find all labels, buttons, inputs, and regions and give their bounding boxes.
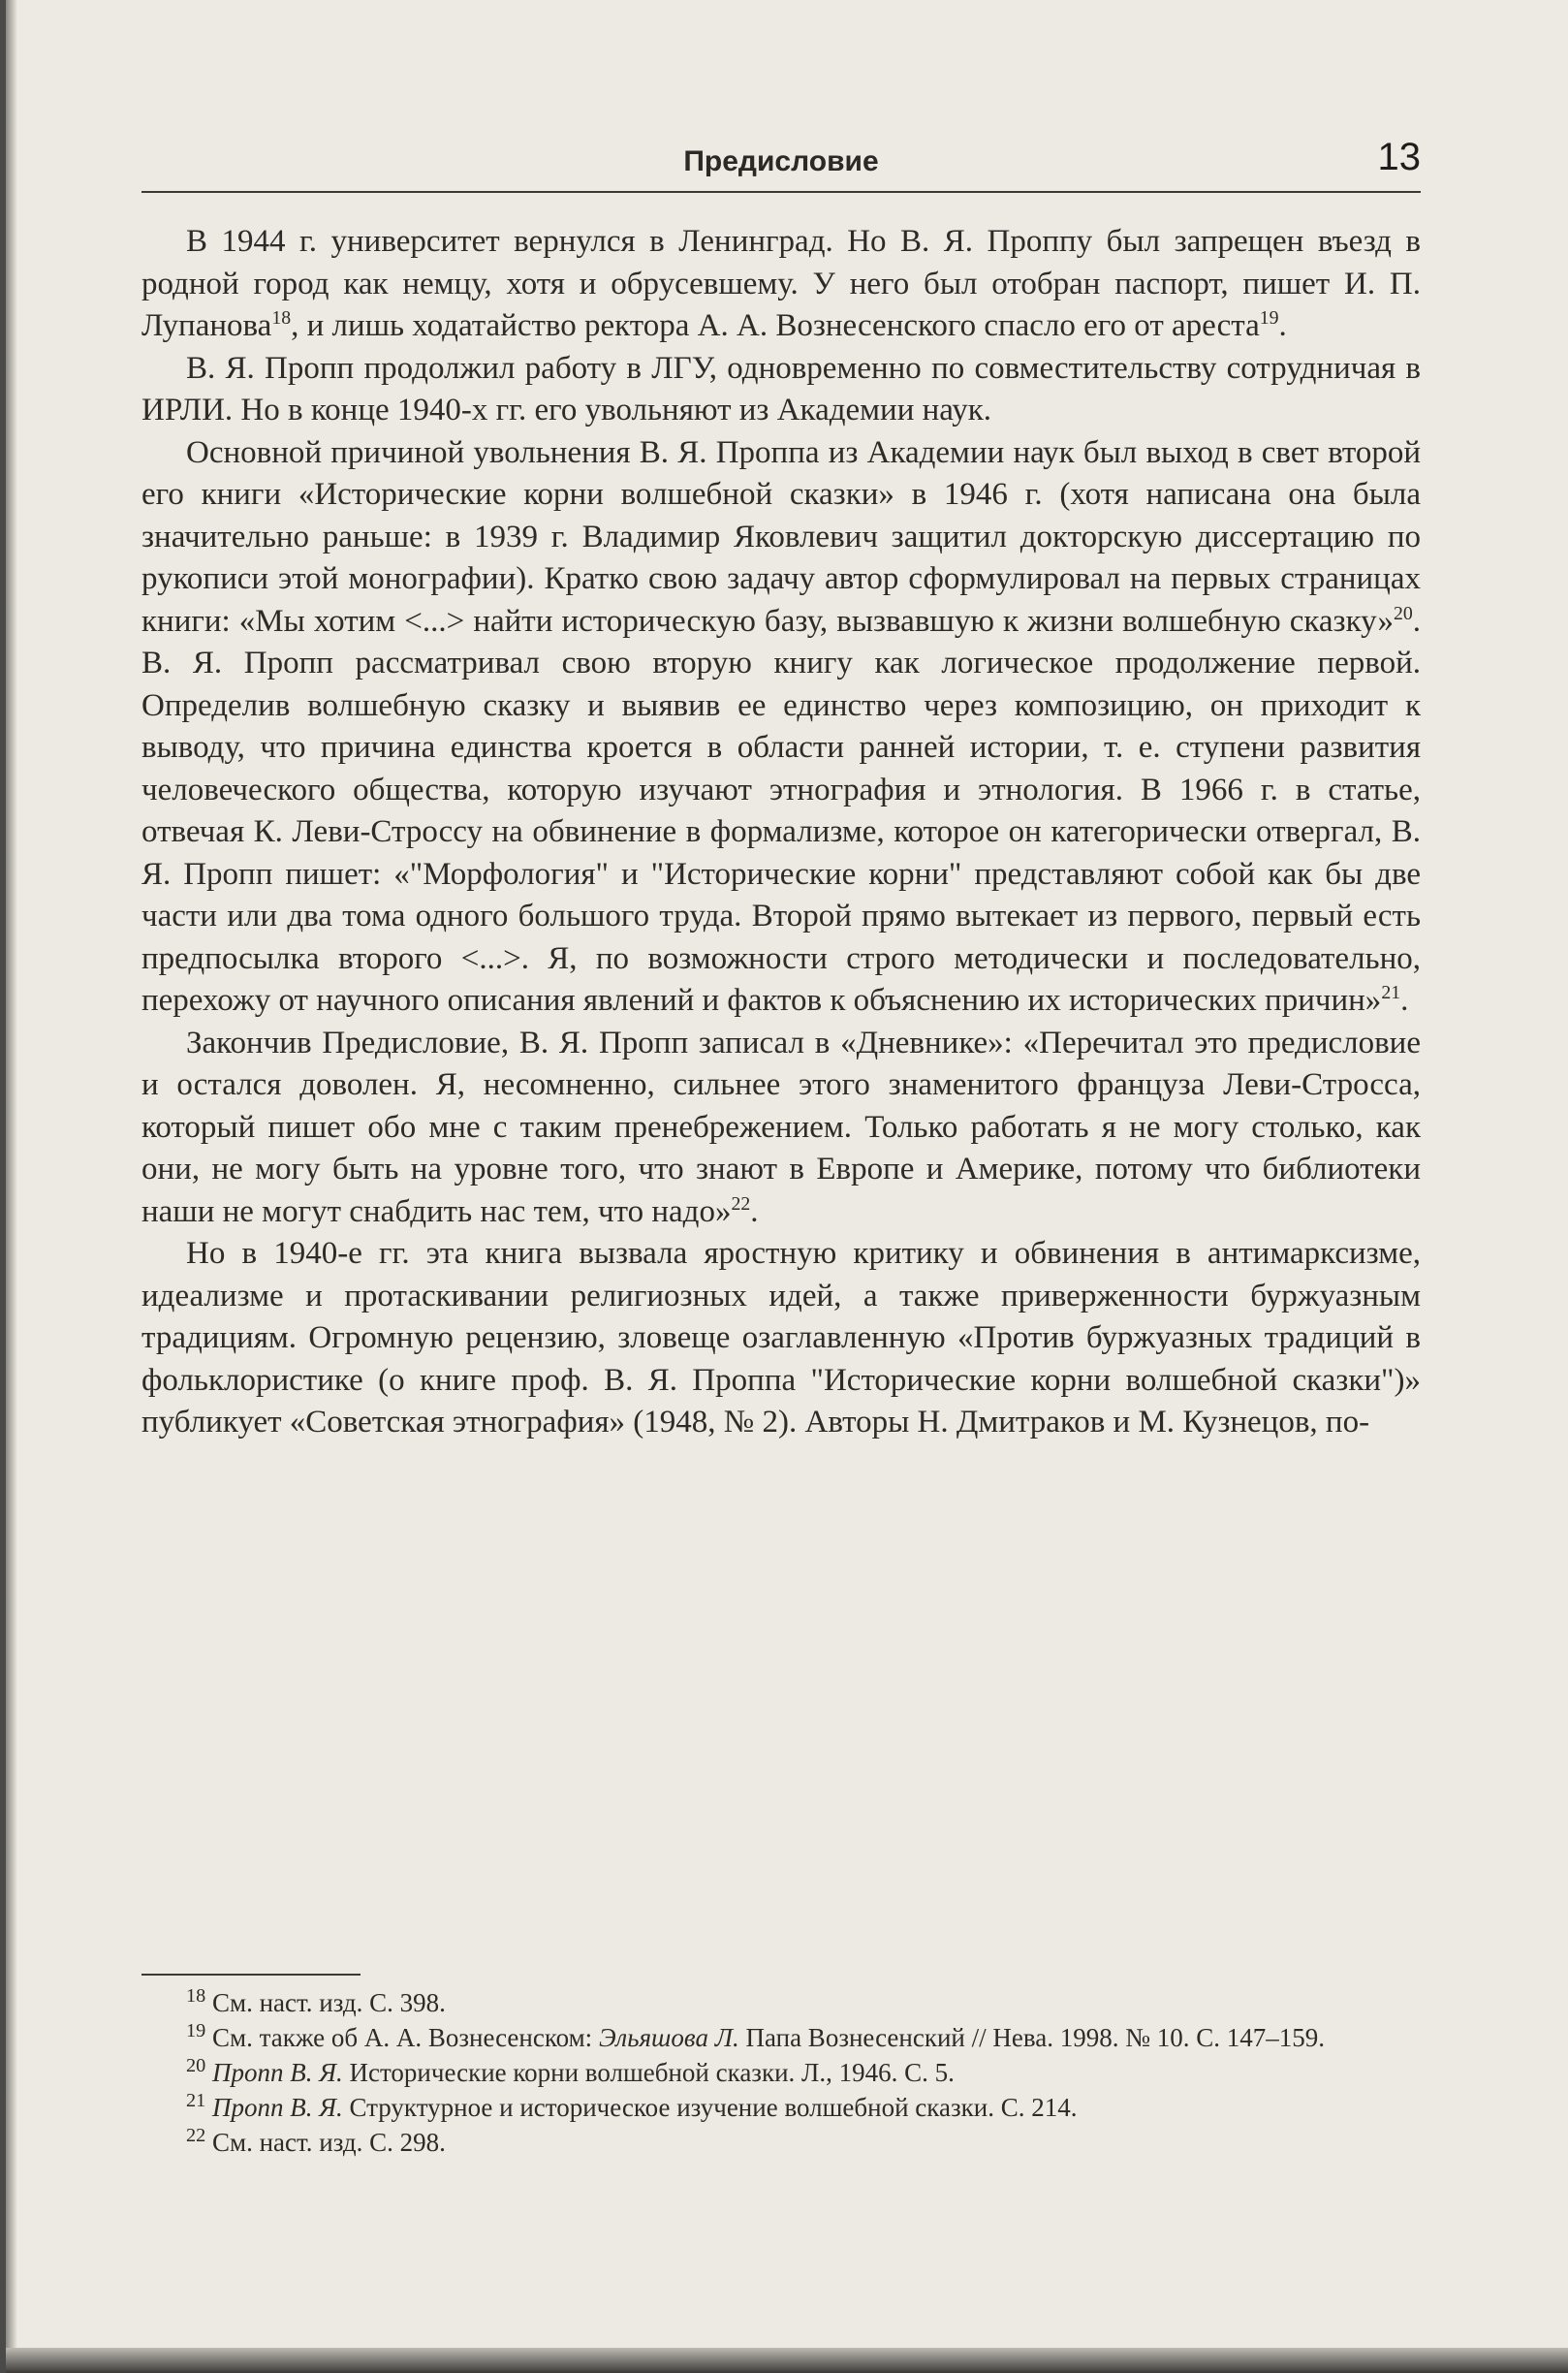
footnote-mark: 19 bbox=[186, 2020, 206, 2041]
footnote-mark: 22 bbox=[186, 2125, 206, 2146]
paragraph-1: В 1944 г. университет вернулся в Ленинград. Но В. Я. Проппу был запрещен въезд в родной город как немцу, хотя и обрусевшему. У него был отобран паспорт, пишет И. П. Лупанова$^{18}$, и лишь ходатайство ректора А. А. Вознесенского спасло его от ареста$^{19}$. bbox=[141, 224, 1421, 343]
footnote-20: $^{20}$ Пропп В. Я. Исторические корни волшебной сказки. Л., 1946. С. 5. bbox=[186, 2055, 955, 2087]
footnote-separator bbox=[141, 1974, 361, 1976]
footnote-author: Эльяшова Л. bbox=[598, 2023, 739, 2052]
footnote-19: $^{19}$ См. также об А. А. Вознесенском: Эльяшова Л. Папа Вознесенский // Нева. 1998. № 10. С. 147–159. bbox=[186, 2020, 1325, 2052]
paragraph-2: В. Я. Пропп продолжил работу в ЛГУ, одновременно по совместительству сотрудничая в ИРЛИ. Но в конце 1940-х гг. его увольняют из Академии наук. bbox=[141, 350, 1421, 427]
footnote-mark: 18 bbox=[186, 1985, 206, 2007]
paragraph-4: Закончив Предисловие, В. Я. Пропп записал в «Дневнике»: «Перечитал это предисловие и остался доволен. Я, несомненно, сильнее этого знаменитого француза Леви-Стросса, который пишет обо мне с таким пренебрежением. Только работать я не могу столько, как они, не могу быть на уровне того, что знают в Европе и Америке, потому что библиотеки наши не могут снабдить нас тем, что надо»$^{22}$. bbox=[141, 1025, 1421, 1229]
footnote-21: $^{21}$ Пропп В. Я. Структурное и историческое изучение волшебной сказки. С. 214. bbox=[186, 2090, 1078, 2122]
book-page bbox=[6, 0, 1568, 2373]
footnote-ref-22[interactable]: 22 bbox=[731, 1192, 751, 1215]
body-text bbox=[141, 221, 1421, 1444]
header-rule bbox=[141, 191, 1421, 193]
footnote-mark: 21 bbox=[186, 2090, 206, 2111]
footnote-18: $^{18}$ См. наст. изд. С. 398. bbox=[186, 1985, 446, 2017]
footnote-author: Пропп В. Я. bbox=[212, 2093, 343, 2122]
page-header bbox=[141, 136, 1421, 190]
footnote-mark: 20 bbox=[186, 2055, 206, 2076]
running-title: Предисловие bbox=[683, 145, 879, 177]
paragraph-3: Основной причиной увольнения В. Я. Проппа из Академии наук был выход в свет второй его книги «Исторические корни волшебной сказки» в 1946 г. (хотя написана она была значительно раньше: в 1939 г. Владимир Яковлевич защитил докторскую диссертацию по рукописи этой монографии). Кратко свою задачу автор сформулировал на первых страницах книги: «Мы хотим <...> найти историческую базу, вызвавшую к жизни волшебную сказку»$^{20}$. В. Я. Пропп рассматривал свою вторую книгу как логическое продолжение первой. Определив волшебную сказку и выявив ее единство через композицию, он приходит к выводу, что причина единства кроется в области ранней истории, т. е. ступени развития человеческого общества, которую изучают этнография и этнология. В 1966 г. в статье, отвечая К. Леви-Строссу на обвинение в формализме, которое он категорически отвергал, В. Я. Пропп пишет: «"Морфология" и "Исторические корни" представляют собой как бы две части или два тома одного большого труда. Второй прямо вытекает из первого, первый есть предпосылка второго <...>. Я, по возможности строго методически и последовательно, перехожу от научного описания явлений и фактов к объяснению их исторических причин»$^{21}$. bbox=[141, 434, 1421, 1018]
page-gutter-shadow bbox=[6, 0, 17, 2373]
footnote-ref-19[interactable]: 19 bbox=[1259, 307, 1279, 329]
footnote-22: $^{22}$ См. наст. изд. С. 298. bbox=[186, 2125, 446, 2157]
footnotes bbox=[141, 1985, 1421, 2160]
footnote-ref-21[interactable]: 21 bbox=[1381, 982, 1401, 1003]
footnote-ref-18[interactable]: 18 bbox=[271, 307, 292, 329]
page-bottom-edge bbox=[6, 2348, 1568, 2373]
footnote-ref-20[interactable]: 20 bbox=[1393, 602, 1413, 624]
paragraph-5: Но в 1940-е гг. эта книга вызвала яростную критику и обвинения в антимарксизме, идеализме и протаскивании религиозных идей, а также приверженности буржуазным традициям. Огромную рецензию, зловеще озаглавленную «Против буржуазных традиций в фольклористике (о книге проф. В. Я. Проппа "Исторические корни волшебной сказки")» публикует «Советская этнография» (1948, № 2). Авторы Н. Дмитраков и М. Кузнецов, по- bbox=[141, 1236, 1421, 1440]
footnote-author: Пропп В. Я. bbox=[212, 2058, 343, 2087]
page-number: 13 bbox=[1377, 136, 1421, 178]
